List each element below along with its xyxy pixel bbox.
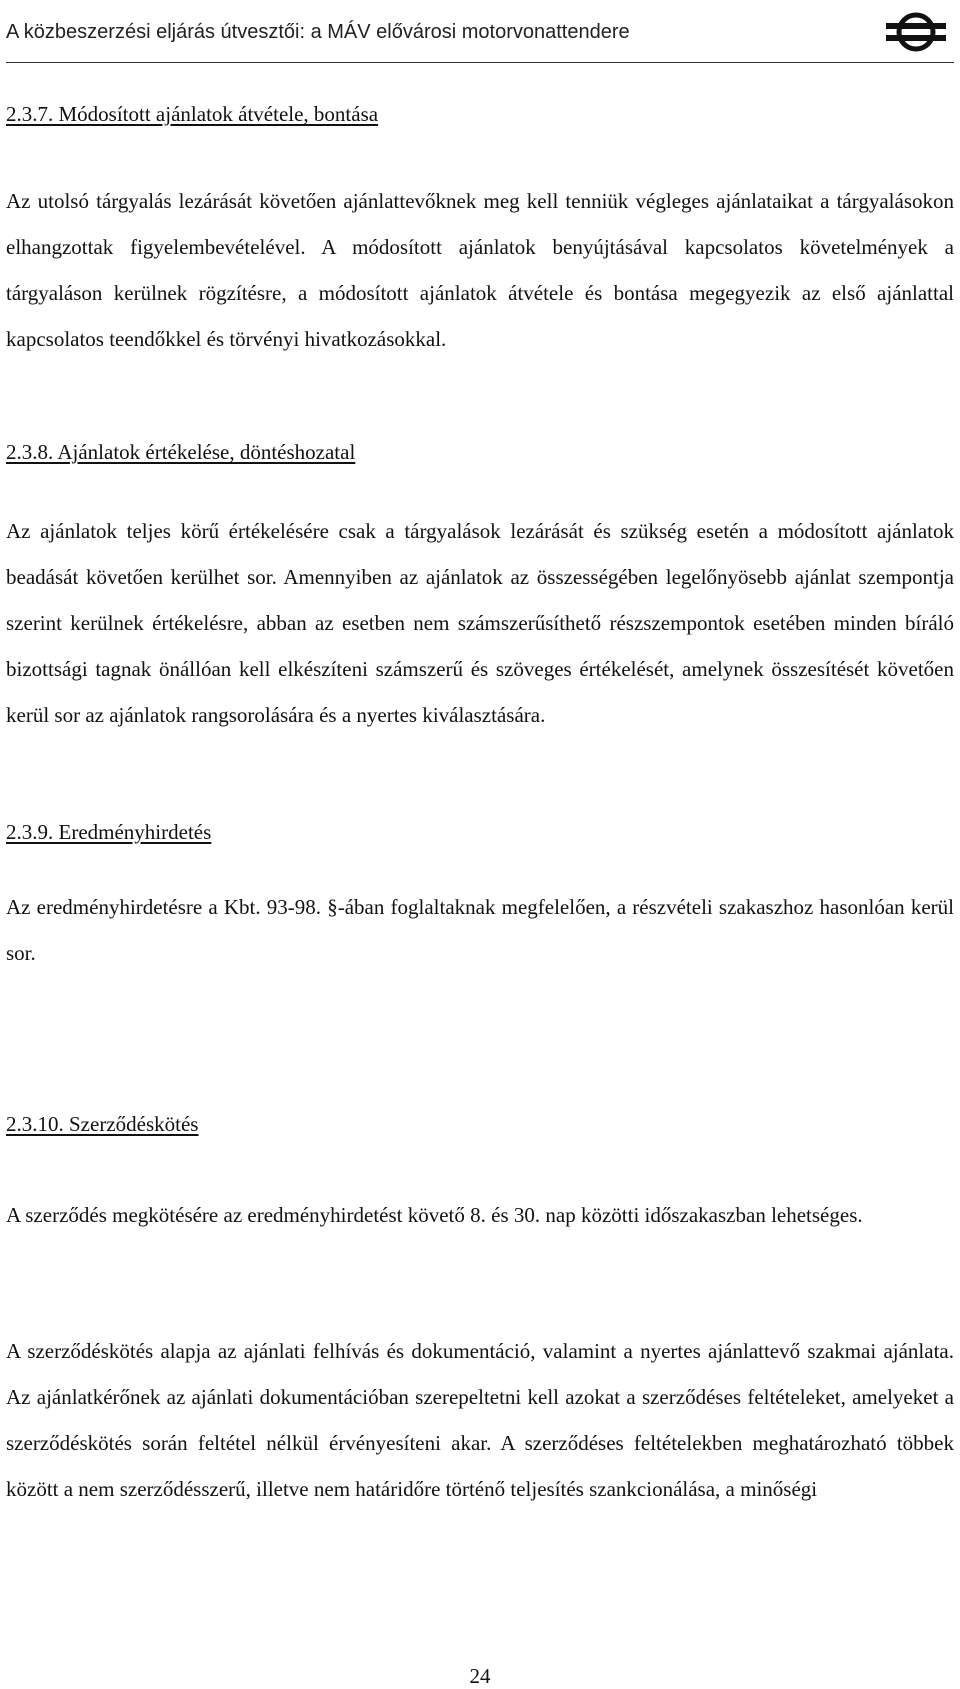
page-number: 24	[469, 1664, 491, 1688]
section-heading-2-3-10: 2.3.10. Szerződéskötés	[6, 1112, 199, 1136]
paragraph-2-3-8: Az ajánlatok teljes körű értékelésére csak a tárgyalások lezárását és szükség esetén a módosított ajánlatok beadását követően kerülhet sor. Amennyiben az ajánlatok az összességében legelőnyösebb ajánlat szempontja szerint kerülnek értékelésre, abban az esetben nem számszerűsíthető részszempontok esetében minden bíráló bizottsági tagnak önállóan kell elkészíteni számszerű és szöveges értékelését, amelynek összesítését követően kerül sor az ajánlatok rangsorolására és a nyertes kiválasztására.	[6, 519, 954, 727]
page-header	[6, 10, 954, 63]
section-heading-2-3-8: 2.3.8. Ajánlatok értékelése, döntéshozatal	[6, 440, 356, 464]
paragraph-2-3-10-b: A szerződéskötés alapja az ajánlati felhívás és dokumentáció, valamint a nyertes ajánlattevő szakmai ajánlata. Az ajánlatkérőnek az ajánlati dokumentációban szerepeltetni kell azokat a szerződéses feltételeket, amelyeket a szerződéskötés során feltétel nélkül érvényesíteni akar. A szerződéses feltételekben meghatározható többek között a nem szerződésszerű, illetve nem határidőre történő teljesítés szankcionálása, a minőségi	[6, 1339, 954, 1501]
section-heading-2-3-7: 2.3.7. Módosított ajánlatok átvétele, bontása	[6, 102, 379, 126]
paragraph-2-3-9: Az eredményhirdetésre a Kbt. 93-98. §-ában foglaltaknak megfelelően, a részvételi szakaszhoz hasonlóan kerül sor.	[6, 895, 954, 965]
paragraph-2-3-10-a: A szerződés megkötésére az eredményhirdetést követő 8. és 30. nap közötti időszakaszban lehetséges.	[6, 1203, 863, 1227]
mav-logo-icon	[884, 10, 948, 54]
section-heading-2-3-9: 2.3.9. Eredményhirdetés	[6, 820, 212, 844]
paragraph-2-3-7: Az utolsó tárgyalás lezárását követően ajánlattevőknek meg kell tenniük végleges ajánlataikat a tárgyalásokon elhangzottak figyelembevételével. A módosított ajánlatok benyújtásával kapcsolatos követelmények a tárgyaláson kerülnek rögzítésre, a módosított ajánlatok átvétele és bontása megegyezik az első ajánlattal kapcsolatos teendőkkel és törvényi hivatkozásokkal.	[6, 189, 954, 351]
header-title: A közbeszerzési eljárás útvesztői: a MÁV elővárosi motorvonattendere	[6, 21, 630, 43]
